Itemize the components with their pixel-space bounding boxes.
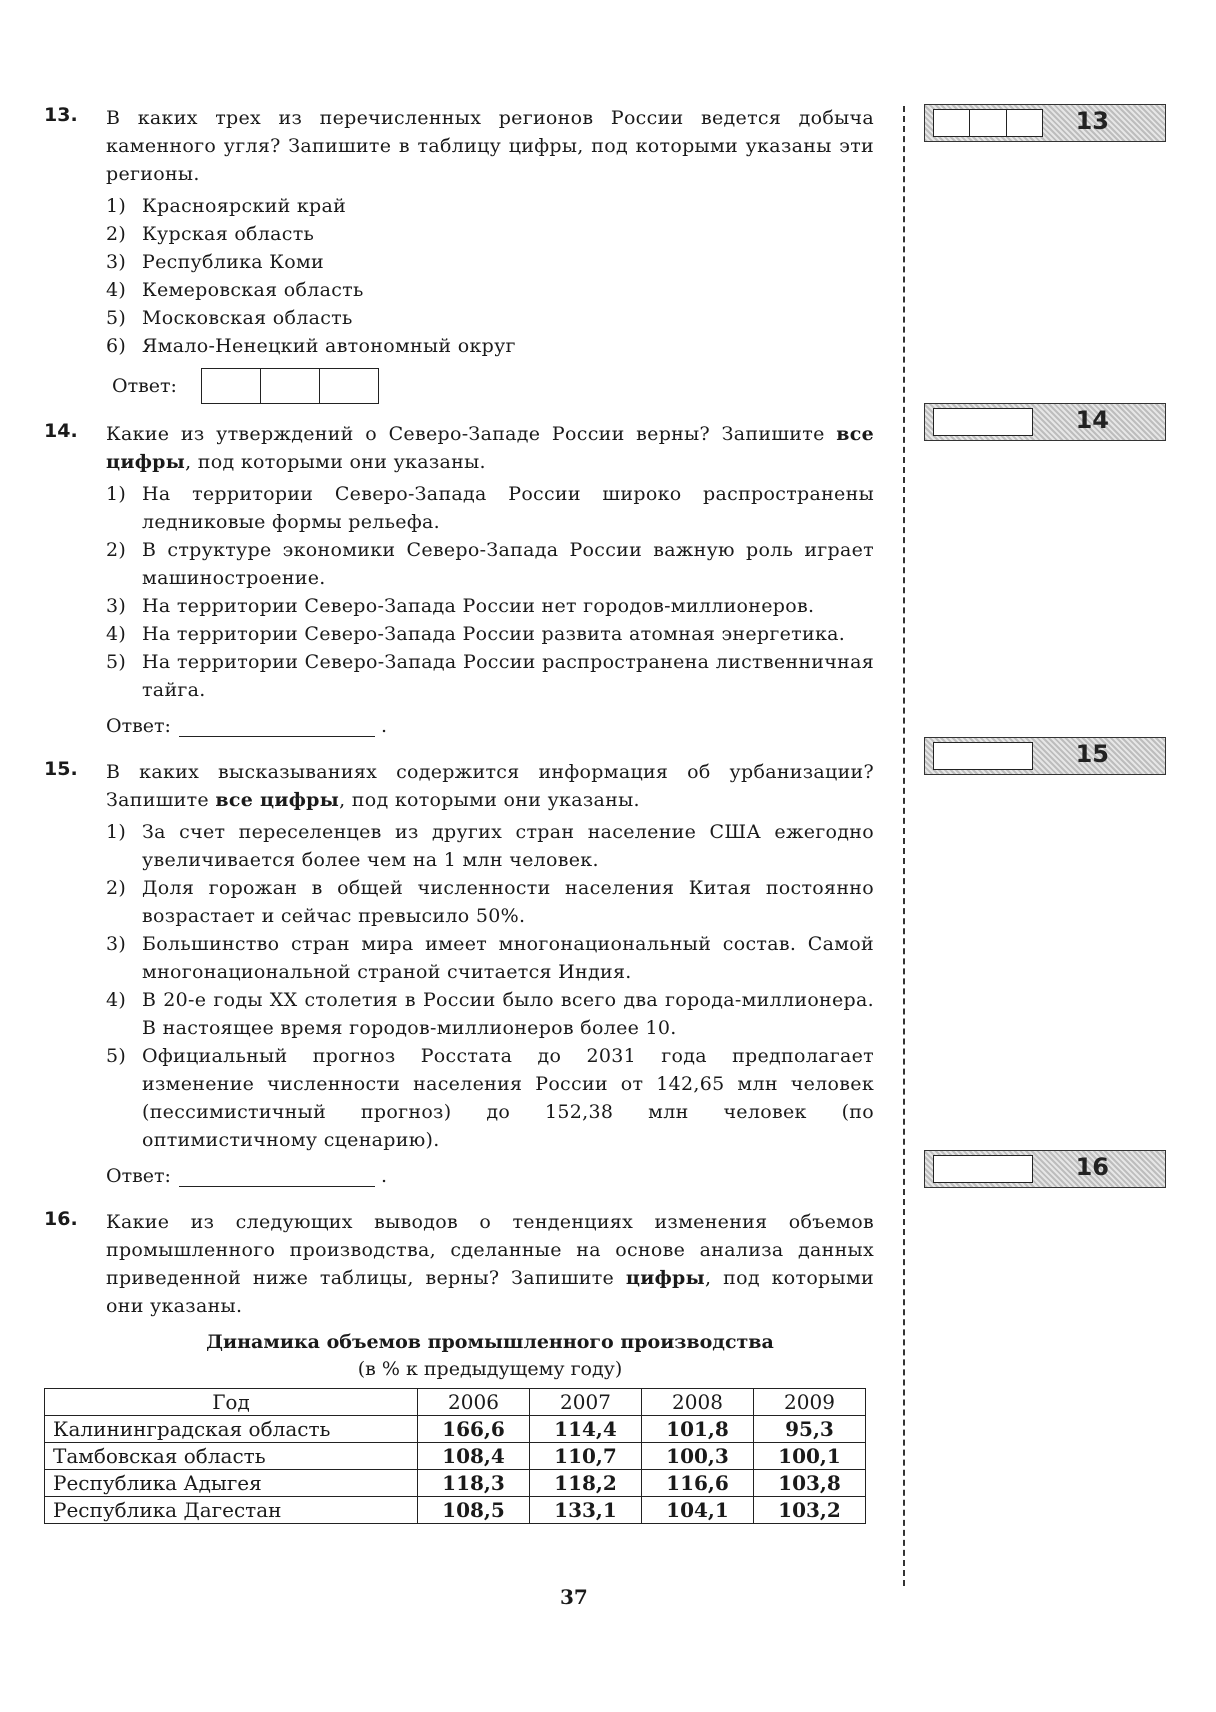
table-cell: 133,1 xyxy=(530,1497,642,1524)
answer-line[interactable] xyxy=(179,716,375,737)
answer-row xyxy=(106,1162,874,1190)
question-text: В каких высказываниях содержится информация об урбанизации? Запишите все цифры, под которыми они указаны. xyxy=(106,761,874,811)
question-text: Какие из следующих выводов о тенденциях изменения объемов промышленного производства, сделанные на основе анализа данных приведенной ниже таблицы, верны? Запишите цифры, под которыми они указаны. xyxy=(106,1211,874,1317)
option-item: 3) Республика Коми xyxy=(106,251,325,273)
answer-label: Ответ: xyxy=(106,715,171,737)
table-cell: 118,2 xyxy=(530,1470,642,1497)
answer-cells[interactable] xyxy=(201,368,379,404)
table-cell: Республика Дагестан xyxy=(45,1497,418,1524)
answer-row xyxy=(106,368,874,404)
question-15 xyxy=(44,758,874,1190)
option-item: 2) Курская область xyxy=(106,223,315,245)
answer-line[interactable] xyxy=(179,1166,375,1187)
table-header: 2007 xyxy=(530,1389,642,1416)
option-item: 1) За счет переселенцев из других стран население США ежегодно увеличивается более чем на 1 млн человек. xyxy=(106,821,874,871)
table-cell: Тамбовская область xyxy=(45,1443,418,1470)
option-item: 6) Ямало-Ненецкий автономный округ xyxy=(106,335,516,357)
margin-answer-15 xyxy=(924,737,1166,775)
answer-end: . xyxy=(380,1165,387,1187)
table-header: 2008 xyxy=(642,1389,754,1416)
table-header: 2009 xyxy=(754,1389,866,1416)
table-cell: 100,3 xyxy=(642,1443,754,1470)
table-cell: 116,6 xyxy=(642,1470,754,1497)
margin-answer-13 xyxy=(924,104,1166,142)
question-number: 15. xyxy=(44,758,78,780)
margin-answer-cell[interactable] xyxy=(933,1155,1033,1183)
table-row xyxy=(45,1470,866,1497)
table-cell: 118,3 xyxy=(418,1470,530,1497)
table-title: Динамика объемов промышленного производства xyxy=(206,1331,774,1353)
options-list xyxy=(106,192,874,360)
option-item: 3) Большинство стран мира имеет многонациональный состав. Самой многонациональной страной считается Индия. xyxy=(106,933,874,983)
table-cell: 114,4 xyxy=(530,1416,642,1443)
table-cell: Калининградская область xyxy=(45,1416,418,1443)
table-cell: 108,5 xyxy=(418,1497,530,1524)
options-list xyxy=(106,480,874,704)
answer-row xyxy=(106,712,874,740)
table-cell: 103,2 xyxy=(754,1497,866,1524)
table-cell: 95,3 xyxy=(754,1416,866,1443)
margin-answer-cells[interactable] xyxy=(933,109,1043,137)
margin-task-number: 14 xyxy=(1075,406,1109,434)
question-13 xyxy=(44,104,874,404)
page-number: 37 xyxy=(560,1585,588,1609)
table-header: Год xyxy=(45,1389,418,1416)
question-number: 13. xyxy=(44,104,78,126)
question-text: Какие из утверждений о Северо-Западе России верны? Запишите все цифры, под которыми они указаны. xyxy=(106,423,874,473)
margin-answer-cell[interactable] xyxy=(933,742,1033,770)
margin-answer-14 xyxy=(924,403,1166,441)
option-item: 5) На территории Северо-Запада России распространена лиственничная тайга. xyxy=(106,651,874,701)
table-cell: 108,4 xyxy=(418,1443,530,1470)
margin-divider xyxy=(903,106,905,1586)
question-16 xyxy=(44,1208,874,1524)
margin-task-number: 16 xyxy=(1075,1153,1109,1181)
table-cell: Республика Адыгея xyxy=(45,1470,418,1497)
table-subtitle: (в % к предыдущему году) xyxy=(357,1358,623,1380)
table-cell: 100,1 xyxy=(754,1443,866,1470)
option-item: 1) Красноярский край xyxy=(106,195,347,217)
option-item: 4) На территории Северо-Запада России развита атомная энергетика. xyxy=(106,623,846,645)
table-cell: 101,8 xyxy=(642,1416,754,1443)
question-14 xyxy=(44,420,874,740)
option-item: 3) На территории Северо-Запада России нет городов-миллионеров. xyxy=(106,595,815,617)
table-row xyxy=(45,1443,866,1470)
table-header-row xyxy=(45,1389,866,1416)
table-cell: 103,8 xyxy=(754,1470,866,1497)
question-number: 14. xyxy=(44,420,78,442)
table-row xyxy=(45,1497,866,1524)
table-cell: 104,1 xyxy=(642,1497,754,1524)
answer-end: . xyxy=(380,715,387,737)
table-header: 2006 xyxy=(418,1389,530,1416)
answer-label: Ответ: xyxy=(112,375,177,397)
margin-answer-16 xyxy=(924,1150,1166,1188)
margin-task-number: 15 xyxy=(1075,740,1109,768)
option-item: 4) В 20-е годы XX столетия в России было всего два города-миллионера. В настоящее время городов-миллионеров более 10. xyxy=(106,989,874,1039)
option-item: 2) В структуре экономики Северо-Запада России важную роль играет машиностроение. xyxy=(106,539,874,589)
option-item: 1) На территории Северо-Запада России широко распространены ледниковые формы рельефа. xyxy=(106,483,874,533)
options-list xyxy=(106,818,874,1154)
questions-column xyxy=(44,104,874,1524)
question-number: 16. xyxy=(44,1208,78,1230)
table-row xyxy=(45,1416,866,1443)
answer-label: Ответ: xyxy=(106,1165,171,1187)
production-table xyxy=(44,1388,866,1524)
option-item: 5) Московская область xyxy=(106,307,353,329)
option-item: 2) Доля горожан в общей численности населения Китая постоянно возрастает и сейчас превысило 50%. xyxy=(106,877,874,927)
option-item: 5) Официальный прогноз Росстата до 2031 года предполагает изменение численности населения России от 142,65 млн человек (пессимистичный прогноз) до 152,38 млн человек (по оптимистичному сценарию). xyxy=(106,1045,874,1151)
table-cell: 110,7 xyxy=(530,1443,642,1470)
margin-answer-cell[interactable] xyxy=(933,408,1033,436)
table-cell: 166,6 xyxy=(418,1416,530,1443)
margin-task-number: 13 xyxy=(1075,107,1109,135)
option-item: 4) Кемеровская область xyxy=(106,279,364,301)
question-text: В каких трех из перечисленных регионов России ведется добыча каменного угля? Запишите в таблицу цифры, под которыми указаны эти регионы. xyxy=(106,107,874,185)
